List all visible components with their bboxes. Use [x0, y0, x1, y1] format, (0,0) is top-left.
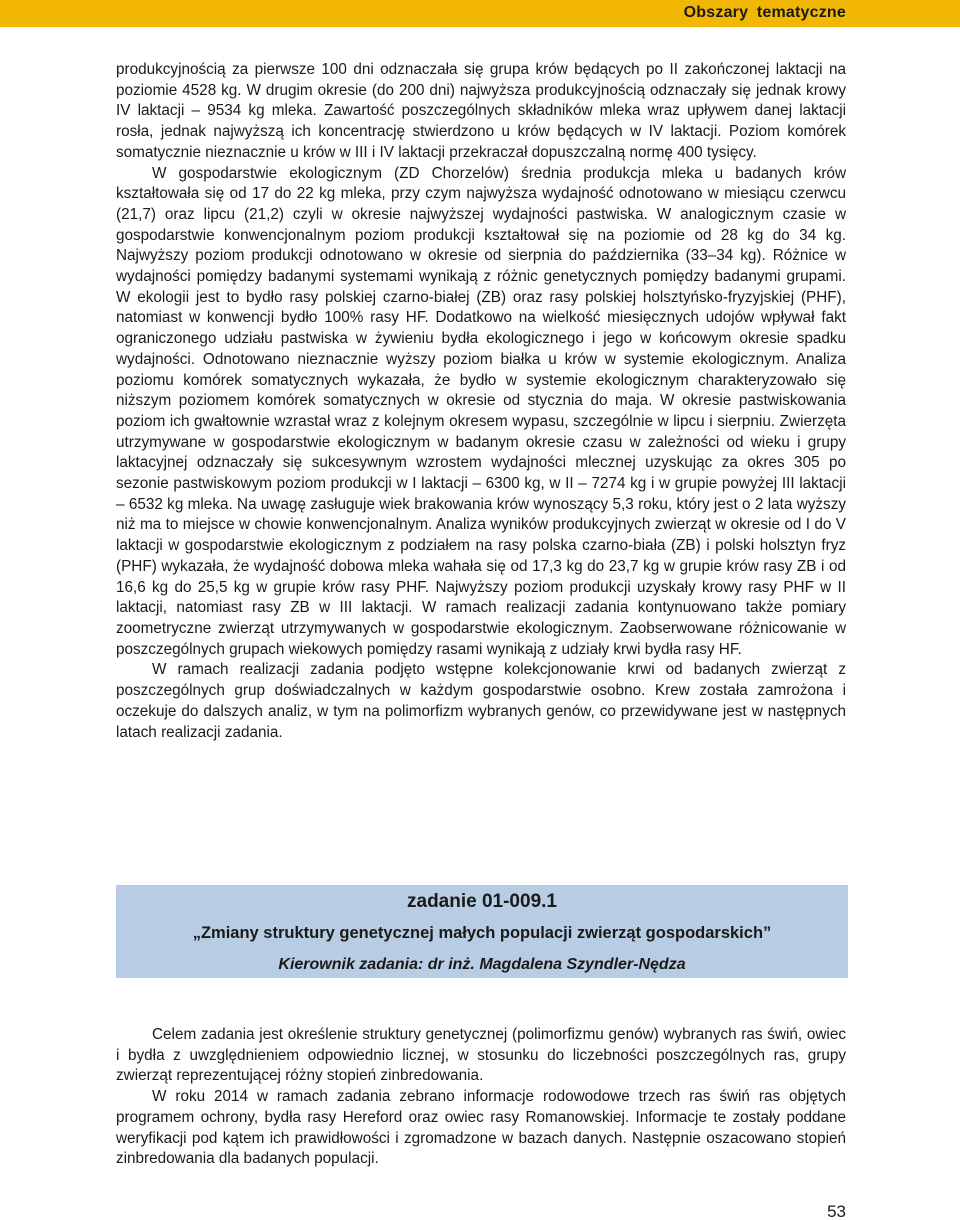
body-section-1 — [116, 60, 846, 743]
paragraph: W roku 2014 w ramach zadania zebrano informacje rodowodowe trzech ras świń ras objętych programem ochrony, bydła rasy Hereford oraz owiec rasy Romanowskiej. Informacje te zostały poddane weryfikacji pod kątem ich prawidłowości i zgromadzone w bazach danych. Następnie oszacowano stopień zinbredowania dla badanych populacji. — [116, 1088, 846, 1168]
paragraph: W ramach realizacji zadania podjęto wstępne kolekcjonowanie krwi od badanych zwierząt z poszczególnych grup doświadczalnych w każdym gospodarstwie osobno. Krew została zamrożona i oczekuje do dalszych analiz, w tym na polimorfizm wybranych genów, co przewidywane jest w następnych latach realizacji zadania. — [116, 661, 846, 741]
page-number: 53 — [827, 1202, 846, 1220]
section-title: Obszary tematyczne — [683, 4, 846, 21]
paragraph: W gospodarstwie ekologicznym (ZD Chorzelów) średnia produkcja mleka u badanych krów kształtowała się od 17 do 22 kg mleka, przy czym najwyższa wydajność odnotowano w miesiącu czerwcu (21,7) oraz lipcu (21,2) czyli w okresie najwyższej wydajności pastwiska. W analogicznym czasie w gospodarstwie konwencjonalnym poziom produkcji kształtował się na poziomie od 28 kg do 34 kg. Najwyższy poziom produkcji odnotowano w okresie od sierpnia do października (33–34 kg). Różnice w wydajności pomiędzy badanymi systemami wynikają z różnic genetycznych pomiędzy badanymi grupami. W ekologii jest to bydło rasy polskiej czarno-białej (ZB) oraz rasy polskiej holsztyńsko-fryzyjskiej (PHF), natomiast w konwencji bydło 100% rasy HF. Dodatkowo na wielkość miesięcznych udojów wpływał fakt ograniczonego udziału pastwiska w żywieniu bydła ekologicznego i jego w końcowym okresie spadku wydajności. Odnotowano nieznacznie wyższy poziom białka u krów w systemie ekologicznym. Analiza poziomu komórek somatycznych wykazała, że bydło w systemie ekologicznym charakteryzowało się niższym poziomem komórek somatycznych w okresie od stycznia do maja. W okresie pastwiskowania poziom ich gwałtownie wzrastał wraz z kolejnym okresem wypasu, szczególnie w lipcu i sierpniu. Zwierzęta utrzymywane w gospodarstwie ekologicznym w badanym okresie czasu w zależności od wieku i grupy laktacyjnej odznaczały się sukcesywnym wzrostem wydajności mlecznej uzyskując za okres 305 po sezonie pastwiskowym poziom produkcji w I laktacji – 6300 kg, w II – 7274 kg i w grupie powyżej III laktacji – 6532 kg mleka. Na uwagę zasługuje wiek brakowania krów wynoszący 5,3 roku, który jest o 2 lata wyższy niż ma to miejsce w chowie konwencjonalnym. Analiza wyników produkcyjnych zwierząt w okresie od I do V laktacji w gospodarstwie ekologicznym z podziałem na rasy polska czarno-biała (ZB) i polski holsztyn fryz (PHF) wykazała, że wydajność dobowa mleka wahała się od 17,3 kg do 23,7 kg w grupie krów rasy ZB i od 16,6 kg do 25,5 kg w grupie krów rasy PHF. Najwyższy poziom produkcji uzyskały krowy rasy PHF w II laktacji, natomiast rasy ZB w III laktacji. W ramach realizacji zadania kontynuowano także pomiary zoometryczne zwierząt utrzymywanych w gospodarstwie ekologicznym. Zaobserwowane różnicowanie w poszczególnych grupach wiekowych pomiędzy rasami wynikają z udziały krwi bydła rasy HF. — [116, 164, 846, 658]
header-bar — [0, 0, 960, 27]
task-header-box — [116, 885, 848, 978]
body-section-2 — [116, 1025, 846, 1170]
paragraph: Celem zadania jest określenie struktury genetycznej (polimorfizmu genów) wybranych ras świń, owiec i bydła z uwzględnieniem odpowiednio licznej, w stosunku do liczebności poszczególnych ras, grupy zwierząt reprezentującej różny stopień zinbredowania. — [116, 1026, 846, 1085]
task-number: zadanie 01-009.1 — [407, 891, 557, 912]
task-title: „Zmiany struktury genetycznej małych populacji zwierząt gospodarskich” — [192, 924, 772, 942]
task-manager: Kierownik zadania: dr inż. Magdalena Szyndler-Nędza — [278, 956, 686, 973]
paragraph: produkcyjnością za pierwsze 100 dni odznaczała się grupa krów będących po II zakończonej laktacji na poziomie 4528 kg. W drugim okresie (do 200 dni) najwyższa produkcyjnością odznaczały się jednak krowy IV laktacji – 9534 kg mleka. Zawartość poszczególnych składników mleka wraz upływem danej laktacji rosła, jednak najwyższą ich koncentrację stwierdzono u krów będących w IV laktacji. Poziom komórek somatycznie nieznacznie u krów w III i IV laktacji przekraczał dopuszczalną normę 400 tysięcy. — [116, 61, 846, 161]
